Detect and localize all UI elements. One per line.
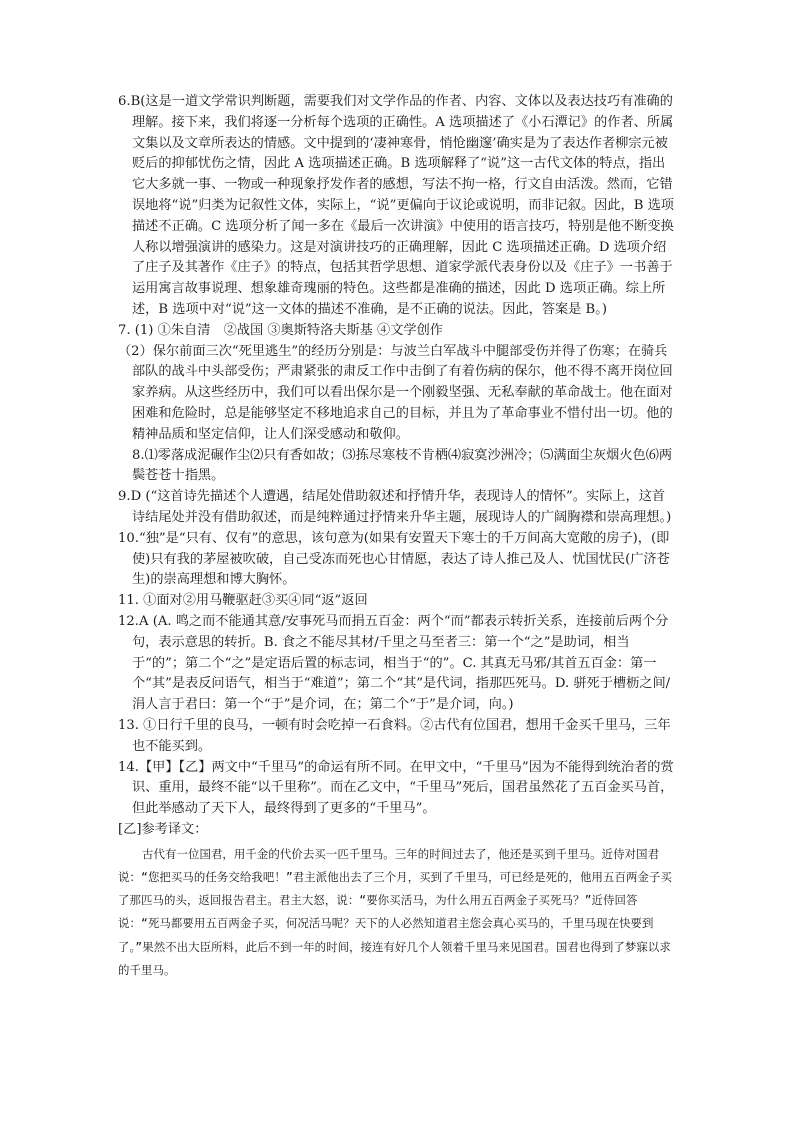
answer-q7-part1: 7. (1) ①朱自清 ②战国 ③奥斯特洛夫斯基 ④文学创作	[118, 322, 443, 338]
answer-q6: 6.B(这是一道文学常识判断题，需要我们对文学作品的作者、内容、文体以及表达技巧有准确的理解。接下来，我们将逐一分析每个选项的正确性。A 选项描述了《小石潭记》的作者、所属文集以及文章所表达的情感。文中提到的‘凄神寒骨，悄怆幽邃’确实是为了表达作者柳宗元被贬后的抑郁忧伤之情，因此 A 选项描述正确。B 选项解释了“说”这一古代文体的特点，指出它大多就一事、一物或一种现象抒发作者的感想，写法不拘一格，行文自由活泼。然而，它错误地将“说”归类为记叙性文体，实际上，“说”更偏向于议论或说明，而非记叙。因此，B 选项描述不正确。C 选项分析了闻一多在《最后一次讲演》中使用的语言技巧，特别是他不断变换人称以增强演讲的感染力。这是对演讲技巧的正确理解，因此 C 选项描述正确。D 选项介绍了庄子及其著作《庄子》的特点，包括其哲学思想、道家学派代表身份以及《庄子》一书善于运用寓言故事说理、想象雄奇瑰丽的特色。这些都是准确的描述，因此 D 选项正确。综上所述，B 选项中对“说”这一文体的描述不准确，是不正确的说法。因此，答案是 B。)	[118, 94, 674, 317]
answer-page	[118, 92, 678, 982]
answer-q10: 10.“独”是“只有、仅有”的意思，该句意为(如果有安置天下寒士的千万间高大宽敞的房子)，(即使)只有我的茅屋被吹破，自己受冻而死也心甘情愿，表达了诗人推己及人、忧国忧民(广济苍生)的崇高理想和博大胸怀。	[118, 530, 670, 588]
answer-q12: 12.A (A. 鸣之而不能通其意/安事死马而捐五百金：两个“而”都表示转折关系，连接前后两个分句，表示意思的转折。B. 食之不能尽其材/千里之马至者三：第一个“之”是助词，相当于“的”；第二个“之”是定语后置的标志词，相当于“的”。C. 其真无马邪/其首五百金：第一个“其”是表反问语气，相当于“难道”；第二个“其”是代词，指那匹死马。D. 骈死于槽枥之间/涓人言于君曰：第一个“于”是介词，在；第二个“于”是介词，向。)	[118, 613, 671, 713]
answer-q8: 8.⑴零落成泥碾作尘⑵只有香如故；⑶拣尽寒枝不肯栖⑷寂寞沙洲冷；⑸满面尘灰烟火色⑹两鬓苍苍十指黑。	[132, 447, 673, 484]
reference-translation-title: [乙]参考译文：	[118, 821, 208, 837]
reference-translation-text: 古代有一位国君，用千金的代价去买一匹千里马。三年的时间过去了，他还是买到千里马。近侍对国君说：“您把买马的任务交给我吧！”君主派他出去了三个月，买到了千里马，可已经是死的，他用五百两金子买了那匹马的头，返回报告君主。君主大怒，说：“要你买活马，为什么用五百两金子买死马？”近侍回答说：“死马都要用五百两金子买，何况活马呢？天下的人必然知道君主您会真心买马的，千里马现在快要到了。”果然不出大臣所料，此后不到一年的时间，接连有好几个人领着千里马来见国君。国君也得到了梦寐以求的千里马。	[118, 846, 672, 977]
answer-q9: 9.D (“这首诗先描述个人遭遇，结尾处借助叙述和抒情升华，表现诗人的情怀”。实际上，这首诗结尾处并没有借助叙述，而是纯粹通过抒情来升华主题，展现诗人的广阔胸襟和崇高理想。)	[118, 489, 672, 525]
answer-q7-part2: （2）保尔前面三次“死里逃生”的经历分别是：与波兰白军战斗中腿部受伤并得了伤寒；在骑兵部队的战斗中头部受伤；严肃紧张的肃反工作中击倒了有着伤病的保尔，他不得不离开岗位回家养病。从这些经历中，我们可以看出保尔是一个刚毅坚强、无私奉献的革命战士。他在面对困难和危险时，总是能够坚定不移地追求自己的目标，并且为了革命事业不惜付出一切。他的精神品质和坚定信仰，让人们深受感动和敬仰。	[118, 343, 673, 442]
answer-q14: 14.【甲】【乙】两文中“千里马”的命运有所不同。在甲文中，“千里马”因为不能得到统治者的赏识、重用，最终不能“以千里称”。而在乙文中，“千里马”死后，国君虽然花了五百金买马首，但此举感动了天下人，最终得到了更多的“千里马”。	[118, 759, 674, 817]
answer-q13: 13. ①日行千里的良马，一顿有时会吃掉一石食料。②古代有位国君，想用千金买千里马，三年也不能买到。	[118, 717, 671, 754]
answer-q11: 11. ①面对②用马鞭驱赶③买④同“返”返回	[118, 593, 368, 609]
